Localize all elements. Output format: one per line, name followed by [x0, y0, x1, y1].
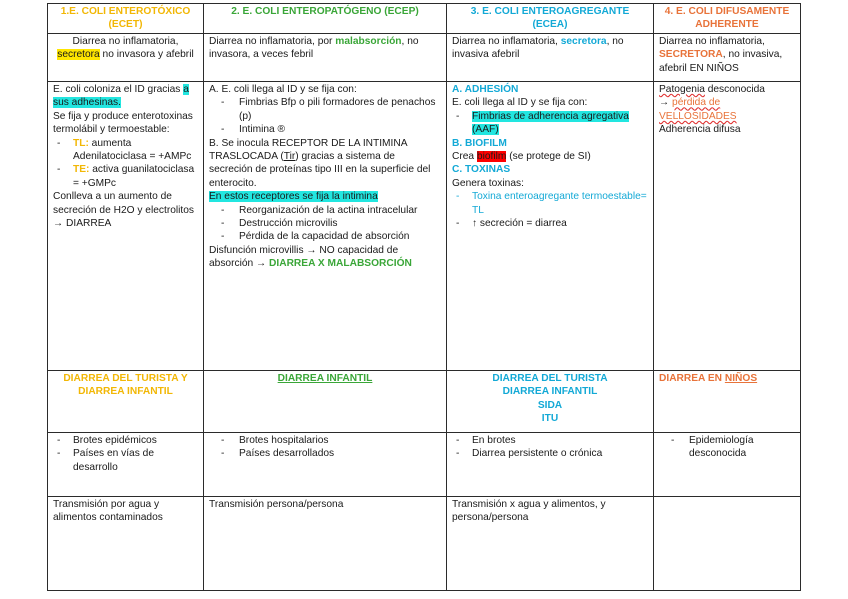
- ecet-clinical: DIARREA DEL TURISTA Y DIARREA INFANTIL: [48, 371, 204, 433]
- diarrhea-type-row: [48, 34, 801, 82]
- ecea-pathogenesis: A. ADHESIÓN E. coli llega al ID y se fija con: - Fimbrias de adherencia agregativa (AAF) B. BIOFILM Crea biofilm (se protege de SI) C. TOXINAS Genera toxinas: - Toxina enteroagregante termoestable= TL - ↑ secreción = diarrea: [447, 82, 654, 371]
- list-item: - Diarrea persistente o crónica: [452, 447, 648, 460]
- ecea-epidemiology: [447, 433, 654, 497]
- header-ecda: 4. E. COLI DIFUSAMENTE ADHERENTE: [654, 4, 801, 34]
- ecet-diarrhea-type: Diarrea no inflamatoria, secretora no invasora y afebril: [48, 34, 204, 82]
- header-ecet: 1.E. COLI ENTEROTÓXICO (ECET): [48, 4, 204, 34]
- ecea-transmission: Transmisión x agua y alimentos, y persona/persona: [447, 497, 654, 591]
- header-ecea: 3. E. COLI ENTEROAGREGANTE (ECEA): [447, 4, 654, 34]
- header-ecep: 2. E. COLI ENTEROPATÓGENO (ECEP): [204, 4, 447, 34]
- list-item: - Intimina ®: [209, 123, 441, 136]
- ecda-diarrhea-type: Diarrea no inflamatoria, SECRETORA, no invasiva, afebril EN NIÑOS: [654, 34, 801, 82]
- ecet-epidemiology: [48, 433, 204, 497]
- list-item: - ↑ secreción = diarrea: [452, 217, 648, 230]
- transmission-row: [48, 497, 801, 591]
- ecep-pathogenesis: A. E. coli llega al ID y se fija con: - Fimbrias Bfp o pili formadores de penachos (p) - Intimina ® B. Se inocula RECEPTOR DE LA INTIMINA TRASLOCADA (Tir) gracias a sistema de secreción de proteínas tipo III en la superficie del enterocito. En estos receptores se fija la intimina - Reorganización de la actina intracelular - Destrucción microvilis - Pérdida de la capacidad de absorción Disfunción microvillis → NO capacidad de absorción → DIARREA X MALABSORCIÓN: [204, 82, 447, 371]
- ecep-epidemiology: [204, 433, 447, 497]
- list-item: - En brotes: [452, 434, 648, 447]
- list-item: - Pérdida de la capacidad de absorción: [209, 230, 441, 243]
- ecea-diarrhea-type: Diarrea no inflamatoria, secretora, no invasiva afebril: [447, 34, 654, 82]
- ecet-transmission: Transmisión por agua y alimentos contaminados: [48, 497, 204, 591]
- ecep-transmission: Transmisión persona/persona: [204, 497, 447, 591]
- pathogenesis-row: [48, 82, 801, 371]
- list-item: - Países desarrollados: [209, 447, 441, 460]
- epidemiology-row: [48, 433, 801, 497]
- header-row: [48, 4, 801, 34]
- list-item: - Epidemiología desconocida: [659, 434, 795, 461]
- ecda-pathogenesis: Patogenia desconocida → pérdida de VELLOSIDADES Adherencia difusa: [654, 82, 801, 371]
- toxin-list: [53, 137, 198, 191]
- list-item: - TL: aumenta Adenilatociclasa = +AMPc: [53, 137, 198, 164]
- list-item: - Reorganización de la actina intracelular: [209, 204, 441, 217]
- ecda-clinical: DIARREA EN NIÑOS: [654, 371, 801, 433]
- list-item: - TE: activa guanilatociclasa = +GMPc: [53, 163, 198, 190]
- list-item: - Países en vías de desarrollo: [53, 447, 198, 474]
- list-item: - Brotes epidémicos: [53, 434, 198, 447]
- ecet-pathogenesis: E. coli coloniza el ID gracias a sus adhesinas. Se fija y produce enterotoxinas termolábil y termoestable: - TL: aumenta Adenilatociclasa = +AMPc - TE: activa guanilatociclasa = +GMPc Conlleva a un aumento de secreción de H2O y electrolitos → DIARREA: [48, 82, 204, 371]
- list-item: - Brotes hospitalarios: [209, 434, 441, 447]
- list-item: - Destrucción microvilis: [209, 217, 441, 230]
- list-item: - Toxina enteroagregante termoestable= TL: [452, 190, 648, 217]
- ecep-clinical: DIARREA INFANTIL: [204, 371, 447, 433]
- ecda-epidemiology: [654, 433, 801, 497]
- clinical-row: [48, 371, 801, 433]
- ecoli-comparison-table: [47, 3, 801, 591]
- ecep-diarrhea-type: Diarrea no inflamatoria, por malabsorción, no invasora, a veces febril: [204, 34, 447, 82]
- ecea-clinical: DIARREA DEL TURISTA DIARREA INFANTIL SIDA ITU: [447, 371, 654, 433]
- list-item: - Fimbrias de adherencia agregativa (AAF): [452, 110, 648, 137]
- ecda-transmission: [654, 497, 801, 591]
- list-item: - Fimbrias Bfp o pili formadores de penachos (p): [209, 96, 441, 123]
